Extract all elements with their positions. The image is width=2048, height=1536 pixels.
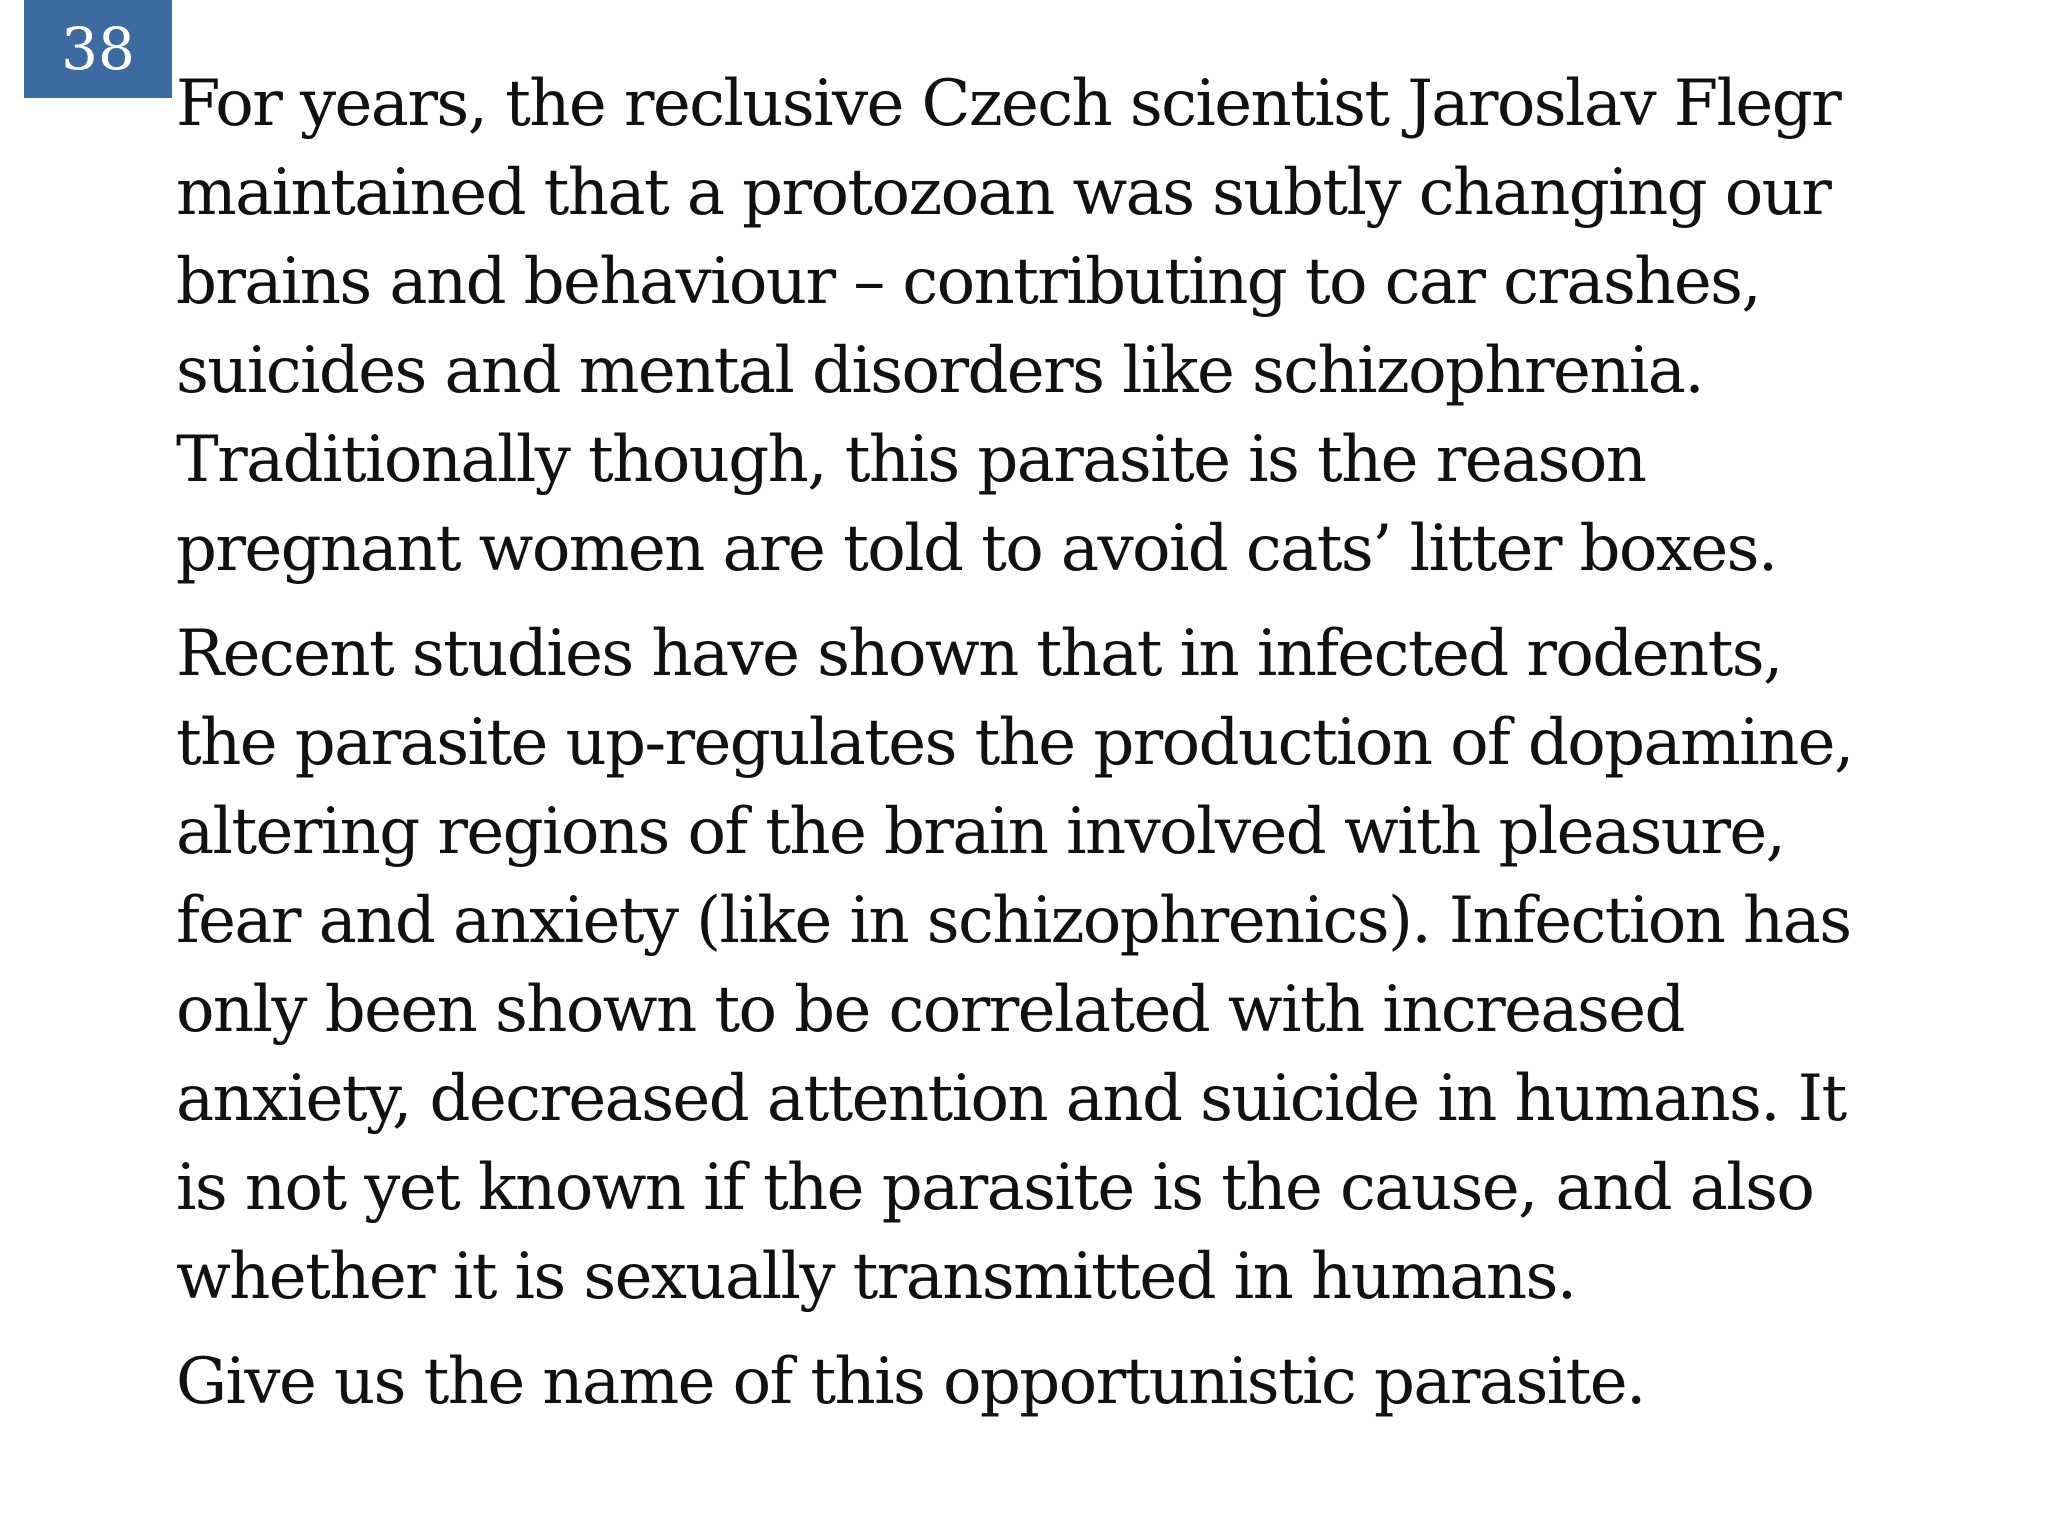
text-line: whether it is sexually transmitted in humans. <box>176 1240 1576 1314</box>
text-line: only been shown to be correlated with increased <box>176 973 1684 1047</box>
paragraph-intro <box>176 60 2016 594</box>
text-line: anxiety, decreased attention and suicide in humans. It <box>176 1062 1846 1136</box>
text-line: pregnant women are told to avoid cats’ litter boxes. <box>176 512 1777 586</box>
text-line: is not yet known if the parasite is the cause, and also <box>176 1151 1814 1225</box>
slide-body <box>176 60 2016 1443</box>
text-line: fear and anxiety (like in schizophrenics). Infection has <box>176 884 1851 958</box>
text-line: maintained that a protozoan was subtly changing our <box>176 156 1831 230</box>
paragraph-question <box>176 1338 2016 1427</box>
text-line: Traditionally though, this parasite is the reason <box>176 423 1646 497</box>
text-line: brains and behaviour – contributing to car crashes, <box>176 245 1761 319</box>
slide-number-badge: 38 <box>24 0 172 98</box>
text-line: Recent studies have shown that in infected rodents, <box>176 617 1782 691</box>
text-line: altering regions of the brain involved with pleasure, <box>176 795 1785 869</box>
text-line: For years, the reclusive Czech scientist Jaroslav Flegr <box>176 67 1841 141</box>
paragraph-studies <box>176 610 2016 1322</box>
text-line: the parasite up-regulates the production of dopamine, <box>176 706 1853 780</box>
text-line: suicides and mental disorders like schizophrenia. <box>176 334 1704 408</box>
text-line: Give us the name of this opportunistic parasite. <box>176 1345 1645 1419</box>
